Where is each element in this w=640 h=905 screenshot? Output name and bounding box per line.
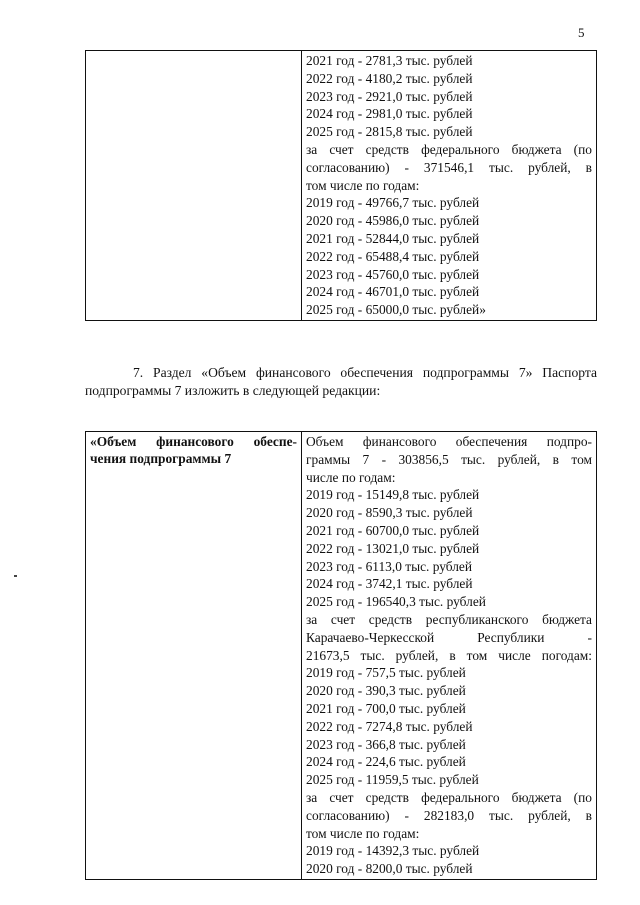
text-line: согласованию) - 371546,1 тыс. рублей, в: [306, 159, 592, 175]
text-line: том числе по годам:: [306, 825, 420, 841]
text-line: 2025 год - 196540,3 тыс. рублей: [306, 594, 486, 610]
text-line: 2020 год - 45986,0 тыс. рублей: [306, 213, 480, 229]
text-line: 2024 год - 3742,1 тыс. рублей: [306, 576, 473, 592]
text-line: 2019 год - 14392,3 тыс. рублей: [306, 843, 480, 859]
text-line: 2019 год - 757,5 тыс. рублей: [306, 665, 466, 681]
text-line: 2025 год - 65000,0 тыс. рублей»: [306, 302, 486, 318]
left-cell-empty: [86, 51, 302, 321]
right-cell: [302, 51, 597, 321]
text-line: 2021 год - 2781,3 тыс. рублей: [306, 53, 473, 68]
section-title-cell: [86, 432, 302, 880]
text-line: 2019 год - 49766,7 тыс. рублей: [306, 195, 480, 211]
text-line: 2023 год - 45760,0 тыс. рублей: [306, 266, 480, 282]
section-title-line: «Объем финансового обеспе-: [90, 434, 297, 449]
text-line: 21673,5 тыс. рублей, в том числе погодам:: [306, 647, 592, 663]
table-row: [86, 432, 597, 880]
text-line: 2020 год - 8200,0 тыс. рублей: [306, 861, 473, 877]
text-line: согласованию) - 282183,0 тыс. рублей, в: [306, 807, 592, 823]
text-line: 2023 год - 6113,0 тыс. рублей: [306, 558, 473, 574]
text-line: 2023 год - 366,8 тыс. рублей: [306, 736, 466, 752]
text-line: 2022 год - 4180,2 тыс. рублей: [306, 70, 473, 86]
page-number: 5: [578, 25, 585, 40]
text-line: числе по годам:: [306, 469, 396, 485]
text-line: граммы 7 - 303856,5 тыс. рублей, в том: [306, 451, 592, 467]
text-line: 2024 год - 46701,0 тыс. рублей: [306, 284, 480, 300]
text-line: за счет средств республиканского бюджета: [306, 611, 592, 627]
text-line: 2021 год - 60700,0 тыс. рублей: [306, 522, 480, 538]
funding-table-continued: [85, 50, 597, 321]
text-line: 2021 год - 52844,0 тыс. рублей: [306, 230, 480, 246]
amendment-paragraph: 7. Раздел «Объем финансового обеспечения подпрограммы 7» Паспорта подпрограммы 7 изложить в следующей редакции:: [85, 364, 597, 399]
margin-mark: [14, 575, 17, 577]
text-line: 2023 год - 2921,0 тыс. рублей: [306, 88, 473, 104]
text-line: 2020 год - 390,3 тыс. рублей: [306, 683, 466, 699]
text-line: 2020 год - 8590,3 тыс. рублей: [306, 505, 473, 521]
text-line: 2022 год - 13021,0 тыс. рублей: [306, 540, 480, 556]
text-line: 2021 год - 700,0 тыс. рублей: [306, 700, 466, 716]
text-line: 2025 год - 2815,8 тыс. рублей: [306, 124, 473, 140]
text-line: 2019 год - 15149,8 тыс. рублей: [306, 487, 480, 503]
text-line: Карачаево-Черкесской Республики -: [306, 629, 592, 645]
text-line: 2024 год - 2981,0 тыс. рублей: [306, 106, 473, 122]
text-line: 2022 год - 7274,8 тыс. рублей: [306, 718, 473, 734]
text-line: Объем финансового обеспечения подпро-: [306, 434, 592, 449]
text-line: 2024 год - 224,6 тыс. рублей: [306, 754, 466, 770]
text-line: 2022 год - 65488,4 тыс. рублей: [306, 248, 480, 264]
right-cell: [302, 432, 597, 880]
table-row: [86, 51, 597, 321]
text-line: том числе по годам:: [306, 177, 420, 193]
text-line: за счет средств федерального бюджета (по: [306, 141, 592, 157]
text-line: 2025 год - 11959,5 тыс. рублей: [306, 772, 479, 788]
text-line: за счет средств федерального бюджета (по: [306, 789, 592, 805]
funding-table-subprogram-7: [85, 431, 597, 880]
section-title-line: чения подпрограммы 7: [90, 451, 232, 466]
